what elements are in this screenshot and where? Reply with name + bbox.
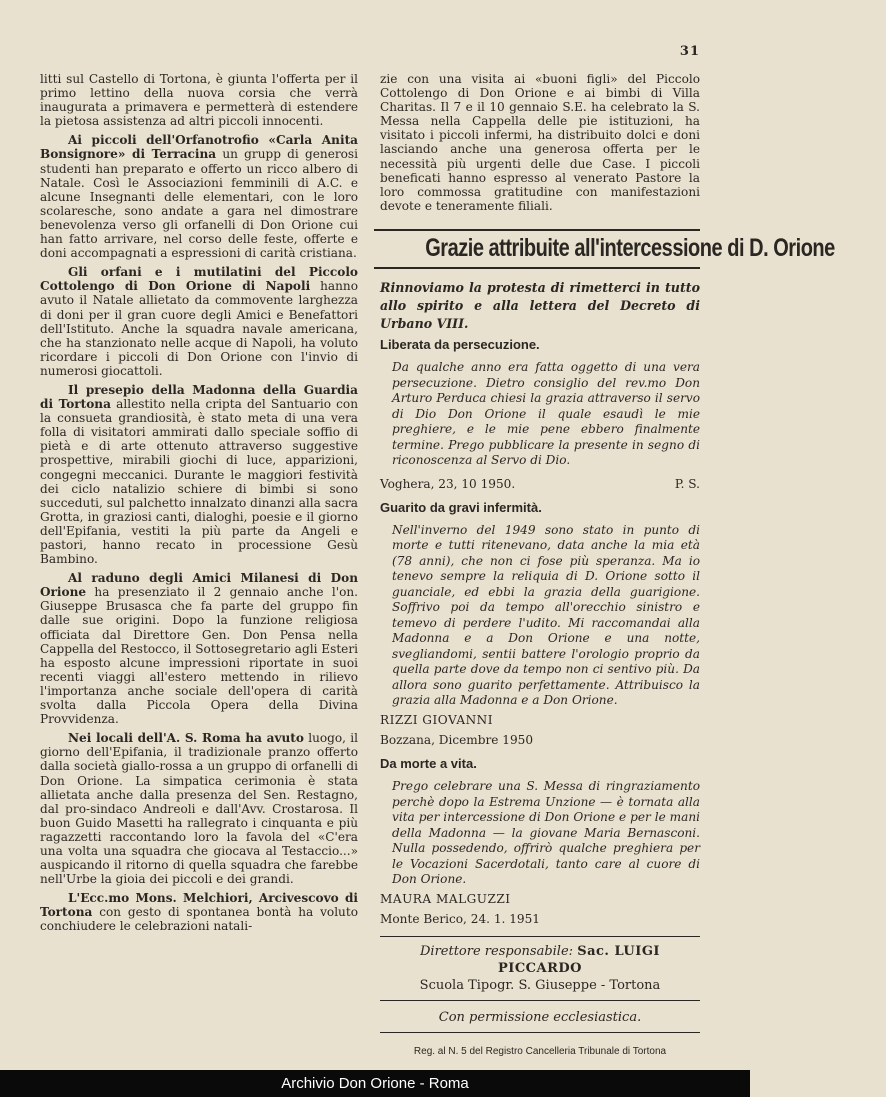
grace-body-1: Da qualche anno era fatta oggetto di una vera persecuzione. Dietro consiglio del rev.mo Don Arturo Perduca chiesi la grazia attraverso il servo di Dio Don Orione il quale esaudì le mie preghiere, e le mie pene ebbero finalmente termine. Prego pubblicare la presente in segno di riconoscenza al Servo di Dio.: [392, 360, 700, 468]
grace-place-3: Monte Berico, 24. 1. 1951: [380, 911, 540, 926]
continued-paragraph: zie con una visita ai «buoni figli» del Piccolo Cottolengo di Don Orione e ai bimbi di Villa Charitas. Il 7 e il 10 gennaio S.E. ha celebrato la S. Messa nella Cappella delle pie istituzioni, ha visitato i piccoli infermi, ha distribuito dolci e doni lasciando anche una generosa offerta per le necessità più urgenti delle due Case. I piccoli beneficati hanno espresso al venerato Pastore la loro commossa gratitudine con manifestazioni devote e teneramente filiali.: [380, 72, 700, 213]
ecclesiastical-permission: Con permissione ecclesiastica.: [438, 1009, 642, 1025]
grace-place-2: Bozzana, Dicembre 1950: [380, 732, 534, 747]
grace-title-1: Liberata da persecuzione.: [380, 337, 540, 353]
director-label: Direttore responsabile:: [420, 943, 574, 959]
news-paragraph-0: litti sul Castello di Tortona, è giunta l'offerta per il primo lettino della nuova corsia che verrà inaugurata a primavera e permetterà di estendere la pietosa assistenza ad altri piccoli innocenti.: [40, 72, 358, 129]
grace-body-3: Prego celebrare una S. Messa di ringraziamento perchè dopo la Estrema Unzione — è tornata alla vita per intercessione di Don Orione e per le mani della Madonna — la giovane Maria Bernasconi. Nulla possedendo, offrirò qualche preghiera per le Vocazioni Sacerdotali, tanto care al cuore di Don Orione.: [392, 779, 700, 887]
right-column: [380, 72, 835, 1060]
news-paragraph-5: Nei locali dell'A. S. Roma ha avuto luogo, il giorno dell'Epifania, il tradizionale pranzo offerto dalla società giallo-rossa a un gruppo di orfanelli di Don Orione. La simpatica cerimonia è stata allietata anche dalla presenza del Sen. Restagno, dal pro-sindaco Andreoli e dall'Avv. Crostarosa. Il buon Guido Masetti ha rallegrato i cinquanta e più ragazzetti raccontando loro la favola del «C'era una volta una squadra che giocava al Testaccio...» auspicando il ritorno di quella squadra che farebbe nell'Urbe la gioia dei piccoli e dei grandi.: [40, 731, 358, 887]
director-line: [380, 943, 700, 977]
footer-divider-mid: [380, 1000, 700, 1001]
printer-line: Scuola Tipogr. S. Giuseppe - Tortona: [419, 977, 661, 993]
grace-signature-2: RIZZI GIOVANNI: [380, 712, 494, 727]
news-paragraph-4: Al raduno degli Amici Milanesi di Don Orione ha presenziato il 2 gennaio anche l'on. Giuseppe Brusasca che fa parte del gruppo fin dalle sue origini. Dopo la funzione religiosa officiata dal Direttore Gen. Don Pensa nella Cappella del Restocco, il Sottosegretario agli Esteri ha esposto alcune impressioni riportate in suoi recenti viaggi all'estero mettendo in rilievo l'importanza anche sociale dell'opera di carità svolta dalla Piccola Opera della Divina Provvidenza.: [40, 571, 358, 727]
footer-divider-top: [380, 936, 700, 937]
page-number: 31: [679, 44, 700, 59]
colophon: [380, 943, 700, 1060]
news-paragraph-1: Ai piccoli dell'Orfanotrofio «Carla Anita Bonsignore» di Terracina un grupp di generosi studenti han preparato e offerto un ricco albero di Natale. Così le Associazioni femminili di A.C. e alcune Insegnanti delle elementari, con le loro scolaresche, sono andate a gara nel dimostrare benevolenza verso gli orfanelli di Don Orione cui han fatto arrivare, nel corso delle feste, offerte e doni accompagnati a espressioni di carità cristiana.: [40, 133, 359, 261]
director-name: Sac. LUIGI PICCARDO: [497, 943, 660, 976]
grace-footer-1: [380, 477, 700, 491]
grace-title-3: Da morte a vita.: [380, 756, 477, 771]
grace-signature-3: MAURA MALGUZZI: [380, 891, 511, 906]
left-column: [40, 72, 358, 939]
grace-title-2: Guarito da gravi infermità.: [380, 499, 542, 515]
section-title: Grazie attribuite all'intercessione di D. Orione: [425, 233, 835, 262]
grace-place-1: Voghera, 23, 10 1950.: [380, 476, 516, 491]
grace-signature-1: P. S.: [674, 476, 700, 491]
section-heading-box: [374, 229, 835, 269]
news-paragraph-3: Il presepio della Madonna della Guardia di Tortona allestito nella cripta del Santuario con la consueta grandiosità, è stato meta di una vera folla di visitatori ammirati dallo speciale soffio di pietà e di arte ottenuto attraverso suggestive prospettive, mirabili giochi di luce, apparizioni, congegni meccanici. Durante le maggiori festività dei ciclo natalizio schiere di bimbi si sono succeduti, sul palchetto innalzato dinanzi alla sacra Grotta, in graziosi canti, dialoghi, poesie e il giorno dell'Epifania, vestiti la più parte da Angeli e pastori, hanno recato in processione Gesù Bambino.: [40, 382, 358, 567]
archive-watermark-bar: Archivio Don Orione - Roma: [0, 1070, 750, 1097]
graces-intro: Rinnoviamo la protesta di rimetterci in tutto allo spirito e alla lettera del Decreto di Urbano VIII.: [380, 280, 700, 332]
footer-divider-bottom: [380, 1032, 700, 1033]
news-paragraph-2: Gli orfani e i mutilatini del Piccolo Cottolengo di Don Orione di Napoli hanno avuto il Natale allietato da commovente larghezza di doni per il gran cuore degli Amici e Benefattori dell'Istituto. Anche la squadra navale americana, che ha stanzionato nelle acque di Napoli, ha voluto ricordare i piccoli di Don Orione con l'invio di numerosi giocattoli.: [40, 265, 358, 378]
news-paragraph-6: L'Ecc.mo Mons. Melchiori, Arcivescovo di Tortona con gesto di spontanea bontà ha voluto conchiudere le celebrazioni natali-: [40, 891, 358, 934]
grace-body-2: Nell'inverno del 1949 sono stato in punto di morte e tutti ritenevano, data anche la mia età (78 anni), che non ci fose più speranza. Ma io tenevo sempre la reliquia di D. Orione sotto il guanciale, ed ebbi la grazia della guarigione. Soffrivo poi da tempo all'orecchio sinistro e temevo di perdere l'udito. Mi raccomandai alla Madonna e a Don Orione e una notte, svegliandomi, sentii battere l'orologio proprio da quella parte dove da tempo non ci sentivo più. Da allora sono guarito perfettamente. Attribuisco la grazia alla Madonna e a Don Orione.: [392, 522, 700, 708]
registry-line: Reg. al N. 5 del Registro Cancelleria Tribunale di Tortona: [413, 1045, 667, 1057]
